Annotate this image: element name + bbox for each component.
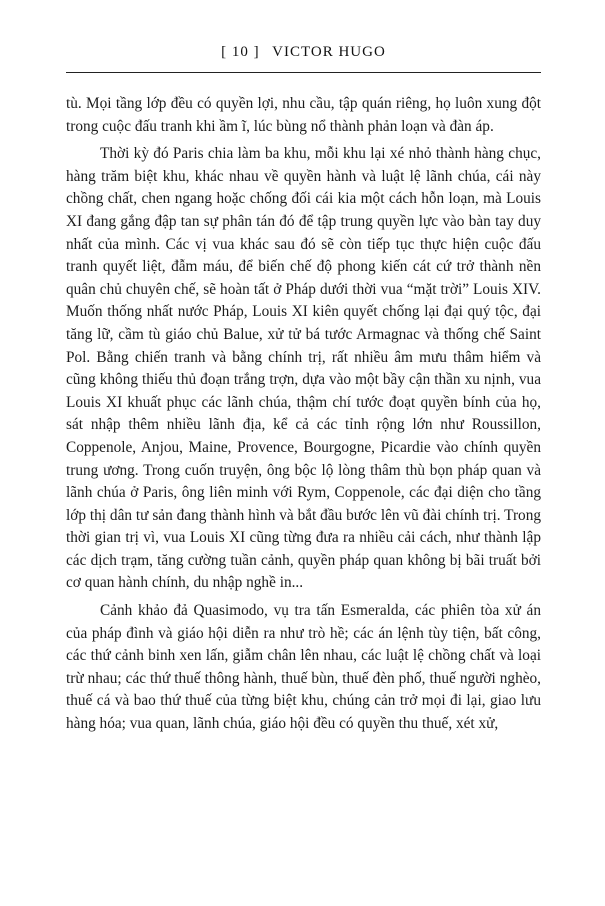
page-number: [ 10 ] <box>221 44 260 60</box>
paragraph-continued: tù. Mọi tầng lớp đều có quyền lợi, nhu cầu, tập quán riêng, họ luôn xung đột trong cuộc đấu tranh khi ầm ĩ, lúc bùng nổ thành phản loạn và đàn áp. <box>66 95 541 135</box>
paragraph-paris-districts: Thời kỳ đó Paris chia làm ba khu, mỗi khu lại xé nhỏ thành hàng chục, hàng trăm biệt khu, khác nhau về quyền hành và luật lệ lãnh chúa, cái này chồng chất, chen ngang hoặc chống đối cái kia một cách hỗn loạn, mà Louis XI đang gắng đập tan sự phân tán đó để tập trung quyền lực vào bàn tay duy nhất của mình. Các vị vua khác sau đó sẽ còn tiếp tục thực hiện cuộc đấu tranh quyết liệt, đẫm máu, để biến chế độ phong kiến cát cứ trở thành nền quân chủ chuyên chế, sẽ hoàn tất ở Pháp dưới thời vua “mặt trời” Louis XIV. Muốn thống nhất nước Pháp, Louis XI kiên quyết chống lại đại quý tộc, đại tăng lữ, cầm tù giáo chủ Balue, xử tử bá tước Armagnac và thống chế Saint Pol. Bằng chiến tranh và bằng chính trị, rất nhiều âm mưu thâm hiểm và cũng không thiếu thủ đoạn trắng trợn, dựa vào một bầy cận thần xu nịnh, vua Louis XI khuất phục các lãnh chúa, thậm chí tước đoạt quyền bính của họ, sát nhập thêm nhiều lãnh địa, kể cả các tỉnh rộng lớn như Roussillon, Coppenole, Anjou, Maine, Provence, Bourgogne, Picardie vào chính quyền trung ương. Trong cuốn truyện, ông bộc lộ lòng thâm thù bọn pháp quan và lãnh chúa ở Paris, ông liên minh với Rym, Coppenole, các đại diện cho tầng lớp thị dân tư sản đang thành hình và bắt đầu bước lên vũ đài chính trị. Trong thời gian trị vì, vua Louis XI cũng từng đưa ra nhiều cải cách, như thành lập các dịch trạm, tăng cường tuần cảnh, quyền pháp quan không bị bãi truất bởi cơ quan hành chính, du nhập nghề in... <box>66 145 541 592</box>
body-text <box>66 93 541 741</box>
running-header-author: VICTOR HUGO <box>272 44 386 60</box>
header-divider <box>66 72 541 73</box>
paragraph-quasimodo-scenes: Cảnh khảo đả Quasimodo, vụ tra tấn Esmeralda, các phiên tòa xử án của pháp đình và giáo hội diễn ra như trò hề; các án lệnh tùy tiện, bất công, các thứ cảnh binh xen lấn, giẫm chân lên nhau, các luật lệ chồng chất và loại trừ nhau; các thứ thuế thông hành, thuế bùn, thuế đèn phố, thuế người nghèo, thuế cá và bao thứ thuế của từng biệt khu, chúng cản trở mọi đi lại, giao lưu hàng hóa; vua quan, lãnh chúa, giáo hội đều có quyền thu thuế, xét xử, <box>66 602 541 733</box>
running-header <box>66 44 541 61</box>
